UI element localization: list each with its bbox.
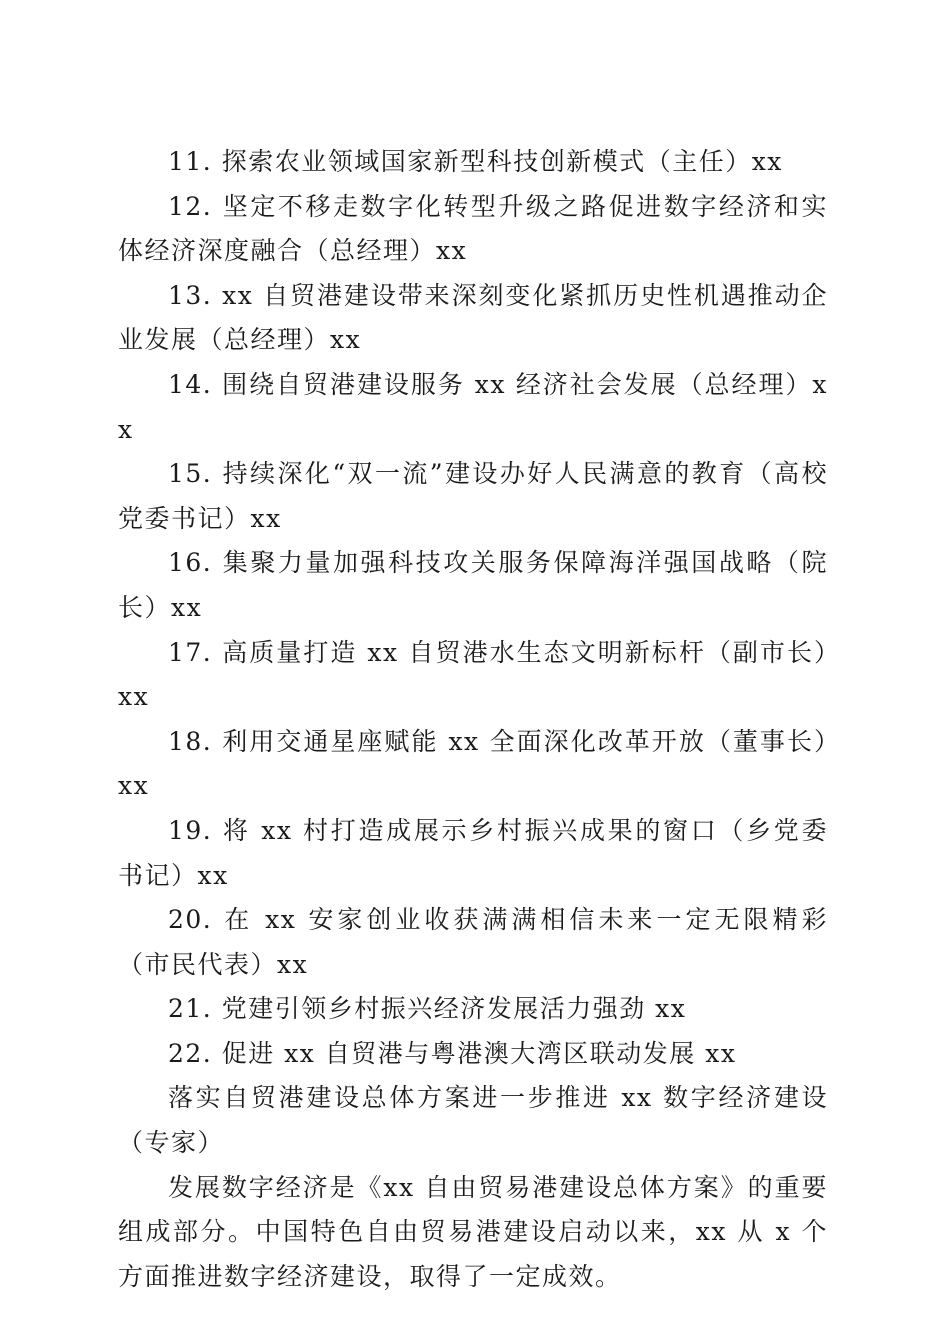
list-item-16: 16. 集聚力量加强科技攻关服务保障海洋强国战略（院长）xx xyxy=(118,548,828,622)
list-item-19: 19. 将 xx 村打造成展示乡村振兴成果的窗口（乡党委书记）xx xyxy=(118,815,828,890)
list-item-12: 12. 坚定不移走数字化转型升级之路促进数字经济和实体经济深度融合（总经理）xx xyxy=(118,191,828,266)
list-item-15: 15. 持续深化“双一流”建设办好人民满意的教育（高校党委书记）xx xyxy=(118,459,828,533)
list-item-21: 21. 党建引领乡村振兴经济发展活力强劲 xx xyxy=(168,994,687,1024)
list-item-22: 22. 促进 xx 自贸港与粤港澳大湾区联动发展 xx xyxy=(168,1038,737,1068)
document-body xyxy=(118,140,828,1299)
list-item-14: 14. 围绕自贸港建设服务 xx 经济社会发展（总经理）xx xyxy=(118,369,828,444)
section-heading: 落实自贸港建设总体方案进一步推进 xx 数字经济建设（专家） xyxy=(118,1083,828,1158)
list-item-20: 20. 在 xx 安家创业收获满满相信未来一定无限精彩（市民代表）xx xyxy=(118,905,828,979)
list-item-18: 18. 利用交通星座赋能 xx 全面深化改革开放（董事长）xx xyxy=(118,726,828,801)
list-item-11: 11. 探索农业领域国家新型科技创新模式（主任）xx xyxy=(168,147,783,176)
list-item-17: 17. 高质量打造 xx 自贸港水生态文明新标杆（副市长）xx xyxy=(118,637,828,712)
body-paragraph: 发展数字经济是《xx 自由贸易港建设总体方案》的重要组成部分。中国特色自由贸易港建设启动以来，xx 从 x 个方面推进数字经济建设，取得了一定成效。 xyxy=(118,1172,828,1291)
list-item-13: 13. xx 自贸港建设带来深刻变化紧抓历史性机遇推动企业发展（总经理）xx xyxy=(118,280,828,355)
